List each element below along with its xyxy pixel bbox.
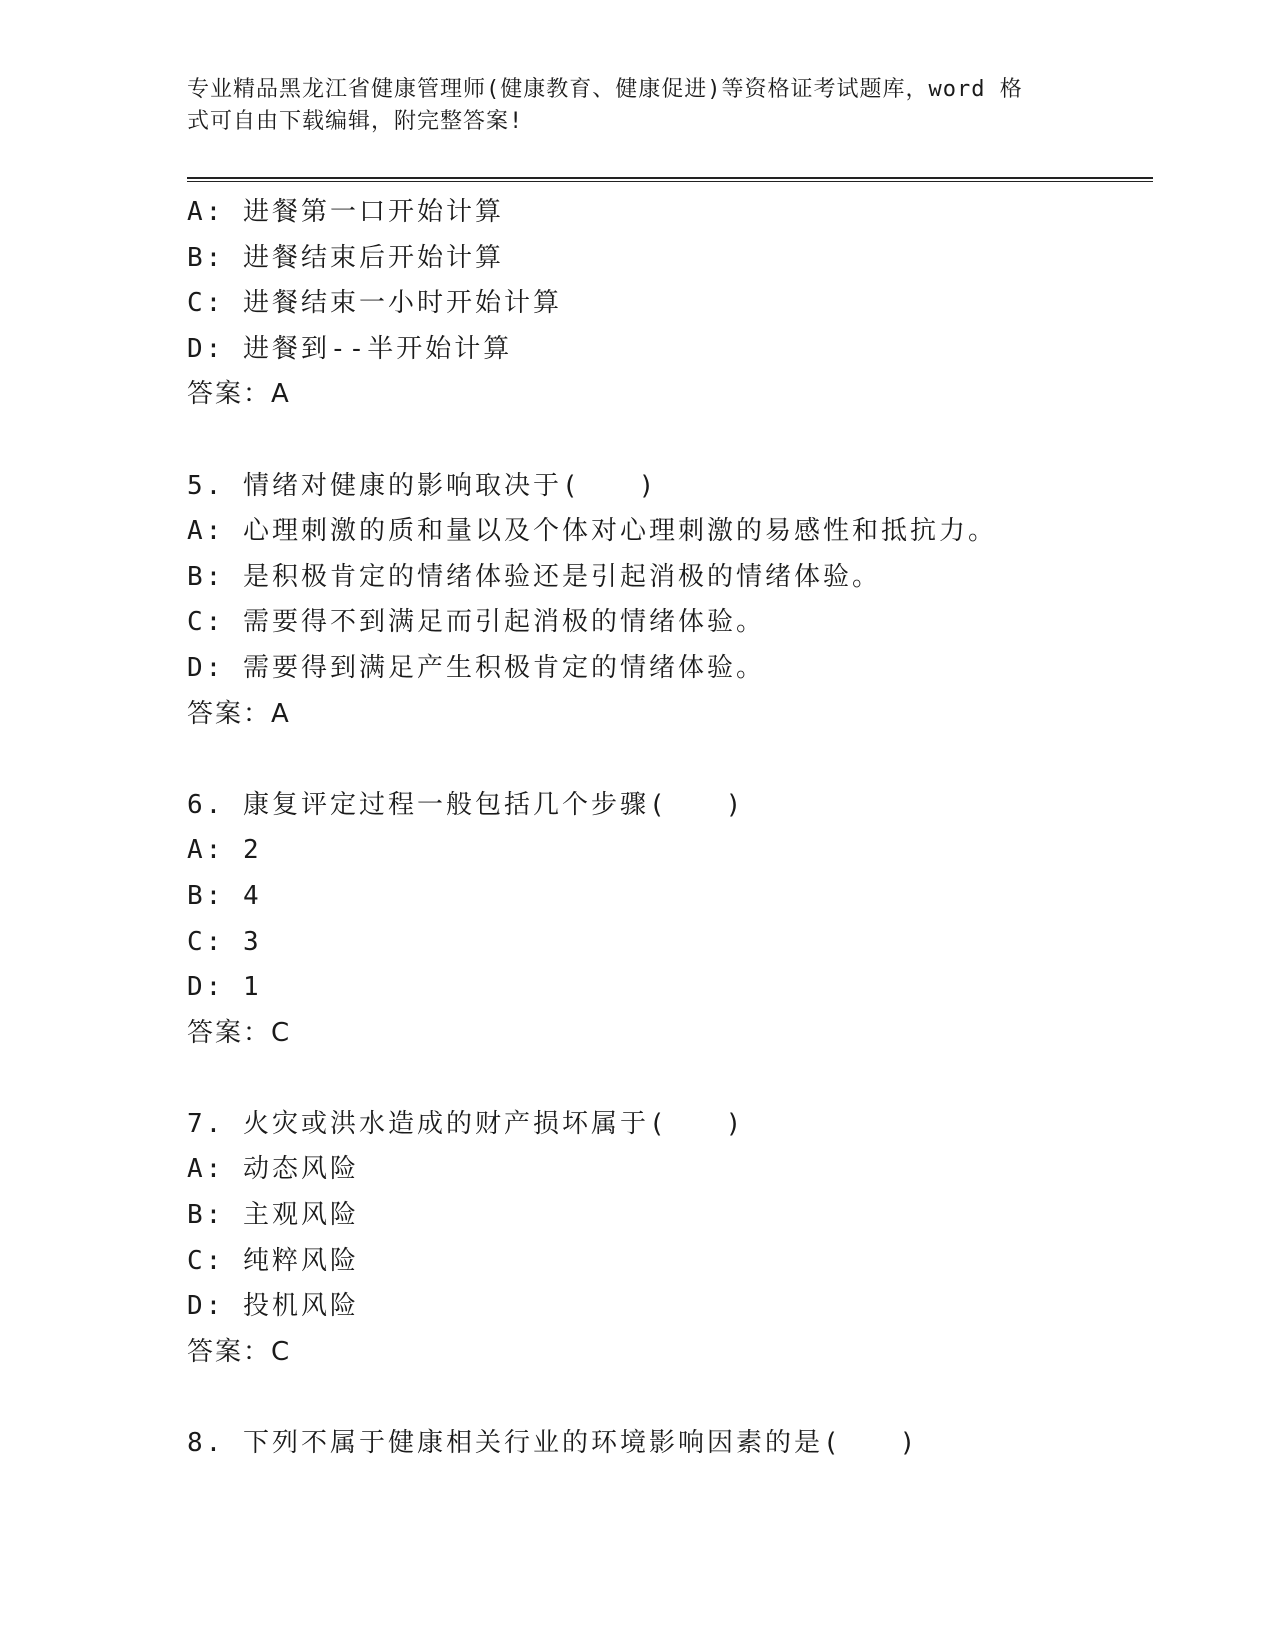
option-c: C: 纯粹风险 xyxy=(187,1245,359,1276)
option-b: B: 主观风险 xyxy=(187,1200,359,1231)
option-a: A: 2 xyxy=(187,835,262,866)
option-a: A: 进餐第一口开始计算 xyxy=(187,197,504,227)
question-text: 8. 下列不属于健康相关行业的环境影响因素的是( ) xyxy=(187,1428,919,1459)
question-text: 7. 火灾或洪水造成的财产损坏属于( ) xyxy=(187,1108,745,1139)
header-line-1: 专业精品黑龙江省健康管理师(健康教育、健康促进)等资格证考试题库，word 格 xyxy=(187,77,1023,102)
question-block-8 xyxy=(187,1421,1153,1467)
header-line-2: 式可自由下载编辑，附完整答案! xyxy=(187,109,524,134)
answer-line: 答案：A xyxy=(187,379,291,410)
option-b: B: 进餐结束后开始计算 xyxy=(187,242,504,273)
question-block-4 xyxy=(187,190,1153,418)
option-b: B: 4 xyxy=(187,880,262,911)
spacer xyxy=(187,418,1153,464)
option-a: A: 动态风险 xyxy=(187,1154,359,1185)
spacer xyxy=(187,1056,1153,1102)
question-text: 5. 情绪对健康的影响取决于( ) xyxy=(187,470,658,501)
question-text: 6. 康复评定过程一般包括几个步骤( ) xyxy=(187,789,745,820)
spacer xyxy=(187,737,1153,783)
question-list xyxy=(187,190,1153,1467)
option-d: D: 投机风险 xyxy=(187,1291,359,1322)
answer-line: 答案：C xyxy=(187,1336,292,1367)
header-divider-thick xyxy=(187,177,1153,179)
header-divider-thin xyxy=(187,181,1153,182)
question-block-6 xyxy=(187,783,1153,1057)
document-header xyxy=(187,74,1067,138)
option-b: B: 是积极肯定的情绪体验还是引起消极的情绪体验。 xyxy=(187,561,881,592)
option-c: C: 3 xyxy=(187,926,262,957)
answer-line: 答案：A xyxy=(187,698,291,729)
question-block-5 xyxy=(187,464,1153,738)
option-d: D: 进餐到--半开始计算 xyxy=(187,333,513,364)
option-c: C: 需要得不到满足而引起消极的情绪体验。 xyxy=(187,607,765,638)
answer-line: 答案：C xyxy=(187,1017,292,1048)
option-d: D: 需要得到满足产生积极肯定的情绪体验。 xyxy=(187,652,765,683)
question-block-7 xyxy=(187,1102,1153,1376)
option-d: D: 1 xyxy=(187,972,262,1003)
option-c: C: 进餐结束一小时开始计算 xyxy=(187,288,562,319)
spacer xyxy=(187,1375,1153,1421)
option-a: A: 心理刺激的质和量以及个体对心理刺激的易感性和抵抗力。 xyxy=(187,516,997,547)
